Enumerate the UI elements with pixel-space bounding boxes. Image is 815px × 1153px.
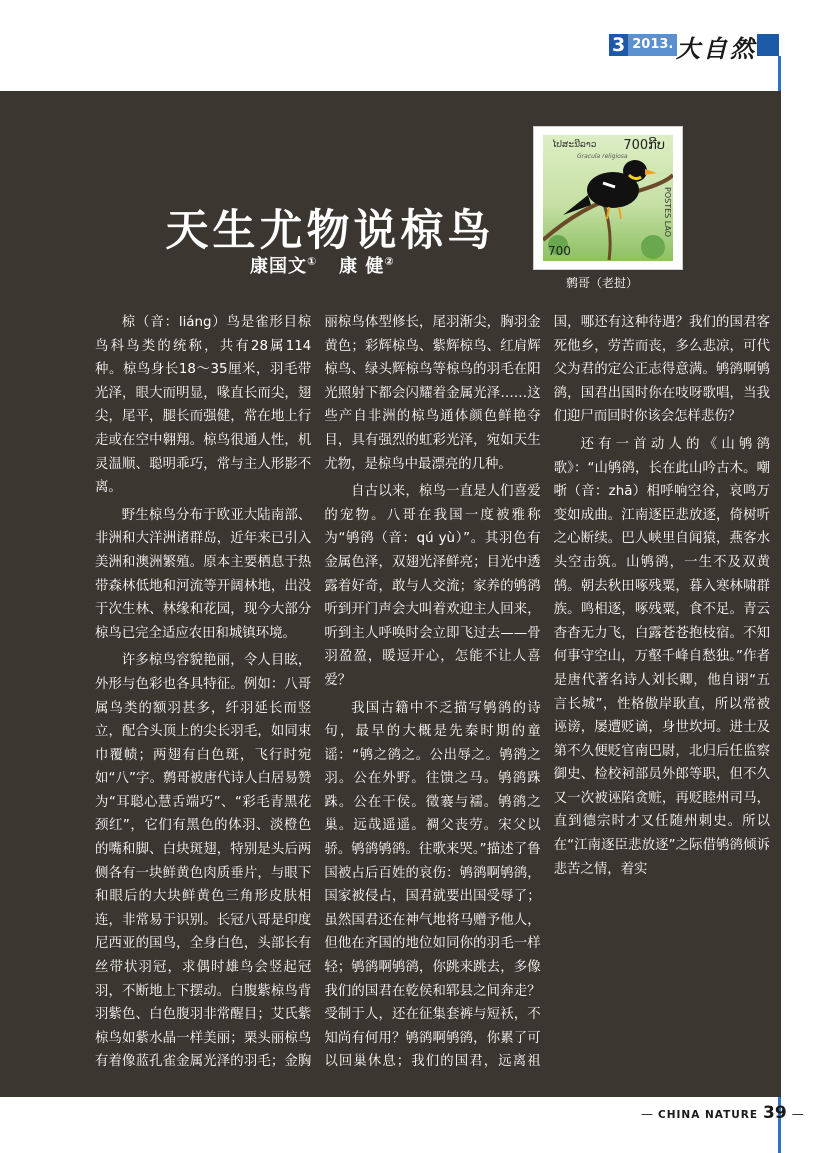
issue-year: 2013. [628,34,677,56]
page-number: 39 [763,1103,787,1123]
body-paragraph: 我国古籍中不乏描写鸲鹆的诗句，最早的大概是先秦时期的童谣：“鸲之鹆之。公出辱之。鸲鹆之羽。公在外野。往馈之马。鸲鹆跦跦。公在干侯。徵褰与襦。鸲鹆之巢。远哉遥遥。裯父丧劳。宋父以骄。鸲鹆鸲鹆。往歌来哭。”描述了鲁国被占后百姓的哀伤：鸲鹆啊鸲鹆，国家被侵占，国君就要出国受辱了；虽然国君还在神气地将马赠予他人，但他在齐国的地位如同你的羽毛一样轻；鸲鹆啊鸲鹆，你跳来跳去，多像我们的国君在乾侯和郓县之间奔走？受制于人，还在征集套裤与短袄，不知尚有何用？鸲鹆啊鸲鹆，你累了可以回巢休息；我们的国君，远离祖国，哪还有这种待遇？我们的国君客死他乡，劳苦而丧，多么悲凉，可代父为君的定公正志得意满。鸲鹆啊鸲鹆，国君出国时你在吱呀歌唱，当我们迎尸而回时你该会怎样悲伤？ [324,315,770,1070]
stamp-country: ໄປສະນີລາວ [552,140,597,150]
body-paragraph: 椋（音：liáng）鸟是雀形目椋鸟科鸟类的统称，共有28属114种。椋鸟身长18～35厘米，羽毛带光泽，眼大而明显，喙直长而尖，翅尖，尾平，腿长而强健，常在地上行走或在空中翱翔。椋鸟很通人性，机灵温顺、聪明乖巧，常与主人形影不离。 [95,315,312,496]
article-body [95,311,770,1081]
stamp-species: Gracula religiosa [577,153,628,160]
body-paragraph: 还有一首动人的《山鸲鹆歌》：“山鸲鹆，长在此山吟古木。嘲哳（音：zhā）相呼响空谷，哀鸣万变如成曲。江南逐臣悲放逐，倚树听之心断续。巴人峡里自闻猿，燕客水头空击筑。山鸲鹆，一生不及双黄鹄。朝去秋田啄残粟，暮入寒林啸群族。鸣相逐，啄残粟，食不足。青云杳杳无力飞，白露苍苍抱枝宿。不知何事守空山，万壑千峰自愁独。”作者是唐代著名诗人刘长卿，他自诩“五言长城”，性格傲岸耿直，所以常被诬谤，屡遭贬谪，身世坎坷。进士及第不久便贬官南巴尉，北归后任监察御史、检校祠部员外郎等职，但不久又一次被诬陷贪赃，再贬睦州司马，直到德宗时才又任随州刺史。所以在“江南逐臣悲放逐”之际借鸲鹆倾诉悲苦之情，着实 [553,436,770,877]
author-1: 康国文 [250,256,307,277]
article-authors [250,252,395,278]
body-paragraph: 自古以来，椋鸟一直是人们喜爱的宠物。八哥在我国一度被雅称为“鸲鹆（音：qú yù）”。其羽色有金属色泽，双翅光泽鲜亮；目光中透露着好奇，敢与人交流；家养的鸲鹆听到开门声会大叫着欢迎主人回来，听到主人呼唤时会立即飞过去——骨羽盈盈，暖逗开心，怎能不让人喜爱？ [324,484,541,688]
stamp-side-text: POSTES LAO [663,187,672,238]
magazine-logo: 大自然 [676,34,757,63]
stamp-artwork [543,135,673,261]
author-2-mark: ② [384,255,395,268]
article-title: 天生尤物说椋鸟 [165,205,495,256]
stamp-image [533,126,683,270]
body-paragraph: 许多椋鸟容貌艳丽，令人目眩，外形与色彩也各具特征。例如：八哥属鸟类的额羽甚多，纤羽延长而竖立，配合头顶上的尖长羽毛，如同束巾覆帻；两翅有白色斑，飞行时宛如“八”字。鹩哥被唐代诗人白居易赞为“耳聪心慧舌端巧”、“彩毛青黑花颈红”，它们有黑色的体羽、淡橙色的嘴和脚、白块斑翅，特别是头后两侧各有一块鲜黄色肉质垂片，与眼下和眼后的大块鲜黄色三角形皮肤相连，非常易于识别。长冠八哥是印度尼西亚的国鸟，全身白色，头部长有丝带状羽冠，求偶时雄鸟会竖起冠羽，不断地上下摆动。白腹紫椋鸟背羽紫色、白色腹羽非常醒目；艾氏紫椋鸟如紫水晶一样美丽；栗头丽椋鸟有着像蓝孔雀金属光泽的羽毛；金胸丽椋鸟体型修长，尾羽渐尖，胸羽金黄色；彩辉椋鸟、紫辉椋鸟、红肩辉椋鸟、绿头辉椋鸟等椋鸟的羽毛在阳光照射下都会闪耀着金属光泽……这些产自非洲的椋鸟通体颜色鲜艳夺目，具有强烈的虹彩光泽，宛如天生尤物，是椋鸟中最漂亮的几种。 [95,315,541,1070]
top-rule [0,0,815,6]
issue-number: 3 [609,34,628,56]
footer-dash-left: — [641,1107,653,1121]
stamp-value-bottom: 700 [548,244,571,258]
stamp-value: 700ກີບ [623,138,665,153]
author-2: 康 健 [339,256,385,277]
body-paragraph: 野生椋鸟分布于欧亚大陆南部、非洲和大洋洲诸群岛，近年来已引入美洲和澳洲繁殖。原本主要栖息于热带森林低地和河流等开阔林地，出没于次生林、林缘和花园，现今大部分椋鸟已完全适应农田和城镇环境。 [95,507,312,641]
issue-badge [609,34,677,56]
page-footer [641,1103,804,1123]
footer-dash-right: — [791,1107,804,1121]
stamp-caption: 鹩哥（老挝） [566,276,639,290]
corner-square [757,34,779,56]
author-1-mark: ① [307,255,318,268]
footer-magazine: CHINA NATURE [658,1109,759,1121]
